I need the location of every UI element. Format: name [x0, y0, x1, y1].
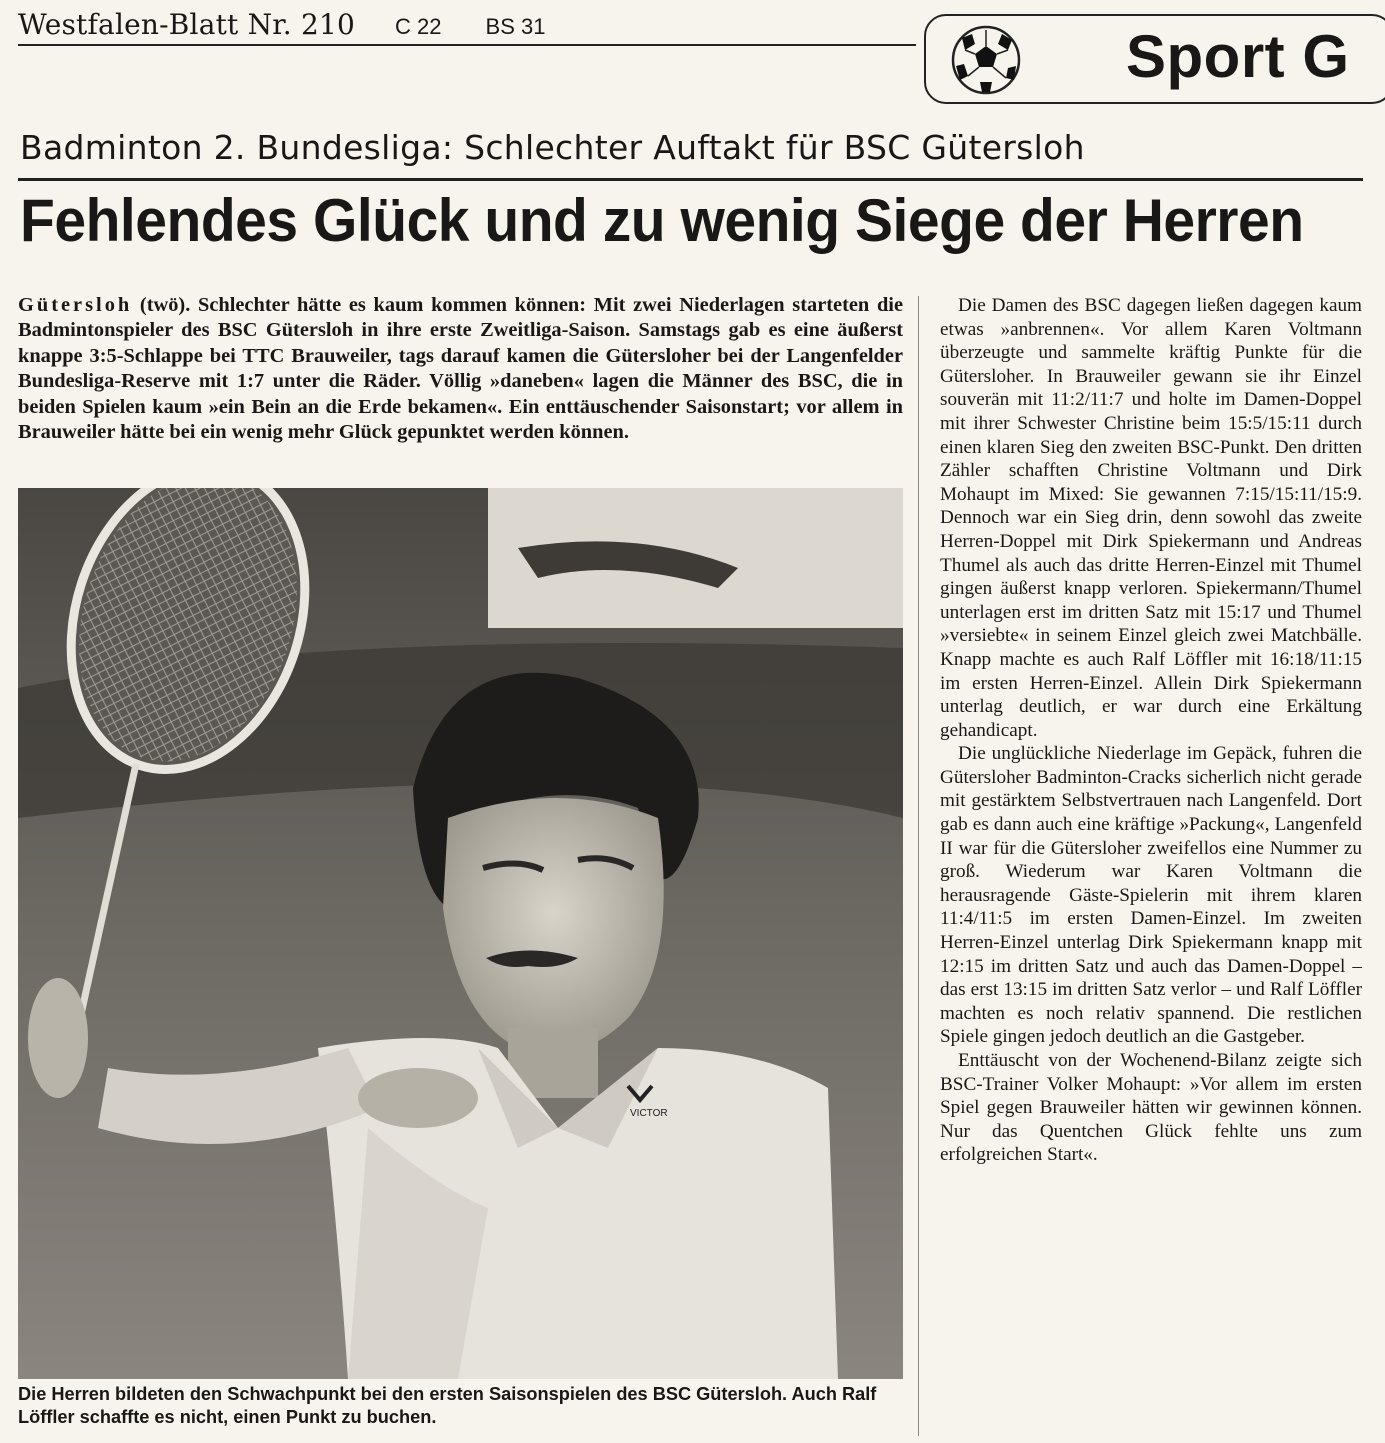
body-paragraph: Die unglückliche Niederlage im Gepäck, fuhren die Gütersloher Badminton-Cracks sicherlich nicht gerade mit gestärktem Selbstvertrauen nach Langenfeld. Dort gab es dann auch eine kräftige »Packung«, Langenfeld II war für die Gütersloher zweifellos eine Nummer zu groß. Wiederum war Karen Voltmann die herausragende Gäste-Spielerin mit ihrem klaren 11:4/11:5 im ersten Damen-Einzel. Im zweiten Herren-Einzel unterlag Dirk Spiekermann knapp mit 12:15 im dritten Satz und auch das Damen-Doppel – das erst 13:15 im dritten Satz verlor – und Ralf Löffler machten es noch relativ spannend. Die restlichen Spiele gingen jedoch deutlich an die Gastgeber.	[940, 743, 1362, 1048]
kicker-rule	[18, 178, 1363, 181]
body-paragraph: Die Damen des BSC dagegen ließen dagegen kaum etwas »anbrennen«. Vor allem Karen Voltmann überzeugte und sammelte kräftig Punkte für die Gütersloher. In Brauweiler gewann sie ihr Einzel souverän mit 11:2/11:7 und holte im Damen-Doppel mit ihrer Schwester Christine beim 15:5/15:11 durch einen klaren Sieg den zweiten BSC-Punkt. Den dritten Zähler schafften Christine Voltmann und Dirk Mohaupt im Mixed: Sie gewannen 7:15/15:11/15:9. Dennoch war ein Sieg drin, denn sowohl das zweite Herren-Doppel mit Dirk Spiekermann und Andreas Thumel als auch das dritte Herren-Einzel mit Thumel gingen äußerst knapp verloren. Spiekermann/Thumel unterlagen erst im dritten Satz mit 15:17 und Thumel »versiebte« in seinem Einzel gleich zwei Matchbälle. Knapp machte es auch Ralf Löffler mit 16:18/11:15 im ersten Herren-Einzel. Allein Dirk Spiekermann unterlag deutlich, er war durch eine Erkältung gehandicapt.	[940, 295, 1362, 741]
masthead	[18, 8, 545, 48]
section-title: Sport G	[1126, 23, 1350, 90]
paper-name: Westfalen-Blatt Nr. 210	[18, 8, 356, 41]
body-paragraph: Enttäuscht von der Wochenend-Bilanz zeigte sich BSC-Trainer Volker Mohaupt: »Vor allem im ersten Spiel gegen Brauweiler hätten wir gewinnen können. Nur das Quentchen Glück fehlte uns zum erfolgreichen Start«.	[940, 1050, 1362, 1166]
page-code: BS 31	[485, 14, 546, 39]
badminton-player-photo	[18, 488, 903, 1379]
article-lead	[18, 293, 903, 445]
masthead-rule	[18, 44, 916, 46]
soccer-ball-icon	[950, 24, 1022, 96]
column-divider	[918, 296, 919, 1436]
lead-text: (twö). Schlechter hätte es kaum kommen können: Mit zwei Niederlagen starteten die Badmintonspieler des BSC Gütersloh in ihre erste Zweitliga-Saison. Samstags gab es eine äußerst knappe 3:5-Schlappe bei TTC Brauweiler, tags darauf kamen die Gütersloher bei der Langenfelder Bundesliga-Reserve mit 1:7 unter die Räder. Völlig »daneben« lagen die Männer des BSC, die in beiden Spielen kaum »ein Bein an die Erde bekamen«. Ein enttäuschender Saisonstart; vor allem in Brauweiler hätte bei ein wenig mehr Glück gepunktet werden können.	[18, 294, 903, 444]
article-body	[940, 294, 1362, 1167]
article-photo	[18, 488, 903, 1379]
photo-caption: Die Herren bildeten den Schwachpunkt bei den ersten Saisonspielen des BSC Gütersloh. Auch Ralf Löffler schaffte es nicht, einen Punkt zu buchen.	[18, 1384, 877, 1427]
dateline: Gütersloh	[18, 294, 133, 316]
article-kicker: Badminton 2. Bundesliga: Schlechter Auftakt für BSC Gütersloh	[20, 128, 1085, 167]
shirt-logo: VICTOR	[630, 1108, 668, 1119]
article-headline: Fehlendes Glück und zu wenig Siege der Herren	[20, 187, 1304, 254]
section-header	[924, 14, 1385, 104]
edition-code: C 22	[395, 14, 442, 39]
